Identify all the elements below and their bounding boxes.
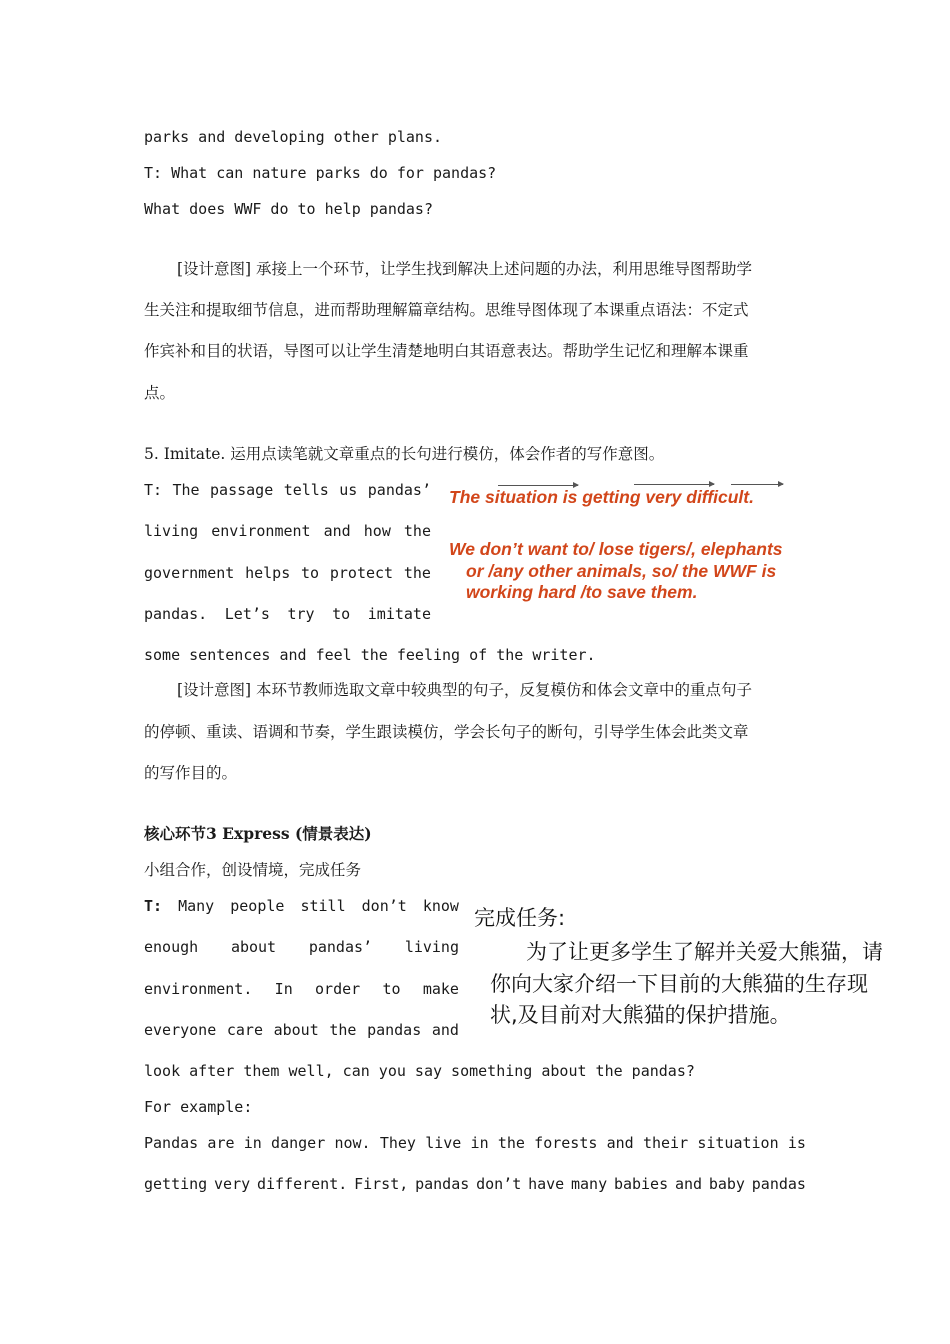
word: tells	[283, 481, 329, 499]
word: to	[301, 564, 320, 582]
task-image	[472, 896, 883, 1027]
text-line	[144, 896, 459, 916]
word: about	[230, 938, 277, 956]
word: the	[497, 1134, 525, 1152]
word: First,	[354, 1175, 409, 1193]
design-intent-line: 点。	[144, 384, 176, 402]
word: living	[144, 522, 199, 540]
word: pandas.	[144, 605, 208, 623]
word: protect	[329, 564, 394, 582]
word: make	[422, 980, 459, 998]
word: about	[273, 1021, 319, 1039]
word: very	[214, 1175, 251, 1193]
word: their	[642, 1134, 689, 1152]
word: pandas	[367, 1021, 422, 1039]
word: babies	[613, 1175, 669, 1193]
design-intent-line: [设计意图] 承接上一个环节，让学生找到解决上述问题的办法，利用思维导图帮助学	[177, 260, 753, 278]
word: different.	[256, 1175, 348, 1193]
word: many	[571, 1175, 608, 1193]
word: have	[528, 1175, 565, 1193]
word: Let’s	[224, 605, 270, 623]
word: passage	[210, 481, 274, 499]
word: the	[403, 522, 431, 540]
section-heading: 核心环节3 Express (情景表达)	[144, 824, 372, 843]
word: pandas’	[367, 481, 431, 499]
imitation-sentences-image	[446, 478, 841, 608]
word: don’t	[476, 1175, 522, 1193]
text-line: For example:	[144, 1098, 253, 1116]
example-line	[144, 1174, 806, 1194]
task-title: 完成任务:	[474, 906, 566, 930]
text-line	[144, 1020, 459, 1040]
word: live	[425, 1134, 462, 1152]
word: and	[431, 1021, 459, 1039]
word: care	[226, 1021, 263, 1039]
word: helps	[245, 564, 291, 582]
word: imitate	[367, 605, 431, 623]
task-line: 为了让更多学生了解并关爱大熊猫，请	[526, 940, 883, 964]
word: us	[339, 481, 358, 499]
word: and	[674, 1175, 703, 1193]
imitation-sentence-2: working hard /to save them.	[466, 582, 698, 602]
text-line	[144, 979, 459, 999]
word: environment.	[144, 980, 253, 998]
word: Many	[178, 897, 215, 915]
design-intent-line: 的写作目的。	[144, 764, 238, 782]
word: baby	[708, 1175, 745, 1193]
word: danger	[271, 1134, 326, 1152]
word: They	[379, 1134, 416, 1152]
word: to	[332, 605, 351, 623]
arrow-icon	[498, 485, 578, 486]
text-line	[144, 521, 431, 541]
word: enough	[144, 938, 199, 956]
word: is	[787, 1134, 806, 1152]
word: pandas	[415, 1175, 470, 1193]
word: the	[403, 564, 431, 582]
word: and	[323, 522, 351, 540]
word: try	[287, 605, 315, 623]
arrow-icon	[731, 484, 783, 485]
word: T:	[144, 481, 163, 499]
word: how	[363, 522, 391, 540]
word: everyone	[144, 1021, 217, 1039]
word: don’t	[361, 897, 407, 915]
word: pandas	[751, 1175, 806, 1193]
imitation-sentence-2: We don’t want to/ lose tigers/, elephants	[449, 539, 783, 559]
word: situation	[697, 1134, 779, 1152]
word: in	[243, 1134, 262, 1152]
text-line: What does WWF do to help pandas?	[144, 200, 433, 218]
word: pandas’	[308, 938, 373, 956]
word: order	[315, 980, 361, 998]
word: forests	[534, 1134, 598, 1152]
word: Pandas	[144, 1134, 199, 1152]
imitation-sentence-1: The situation is getting very difficult.	[449, 487, 754, 507]
design-intent-line: 的停顿、重读、语调和节奏，学生跟读模仿，学会长句子的断句，引导学生体会此类文章	[144, 723, 749, 741]
word: the	[329, 1021, 357, 1039]
text-line	[144, 563, 431, 583]
design-intent-line: 作宾补和目的状语，导图可以让学生清楚地明白其语意表达。帮助学生记忆和理解本课重	[144, 342, 749, 360]
example-line	[144, 1133, 806, 1153]
text-line	[144, 480, 431, 500]
word: are	[207, 1134, 235, 1152]
word: T:	[144, 897, 163, 915]
word: In	[274, 980, 293, 998]
design-intent-line: 生关注和提取细节信息，进而帮助理解篇章结构。思维导图体现了本课重点语法：不定式	[144, 301, 749, 319]
task-line: 状,及目前对大熊猫的保护措施。	[490, 1003, 791, 1027]
text-line: some sentences and feel the feeling of the writer.	[144, 646, 596, 664]
word: and	[606, 1134, 634, 1152]
word: living	[404, 938, 459, 956]
text-line: parks and developing other plans.	[144, 128, 443, 146]
imitation-sentence-2: or /any other animals, so/ the WWF is	[466, 561, 777, 581]
word: people	[230, 897, 285, 915]
word: government	[144, 564, 235, 582]
arrow-icon	[634, 484, 714, 485]
text-line: 小组合作，创设情境，完成任务	[144, 861, 362, 879]
word: The	[172, 481, 200, 499]
text-line	[144, 604, 431, 624]
word: in	[470, 1134, 489, 1152]
word: still	[300, 897, 346, 915]
task-line: 你向大家介绍一下目前的大熊猫的生存现	[490, 972, 868, 996]
section-imitate: 5. Imitate. 运用点读笔就文章重点的长句进行模仿，体会作者的写作意图。	[144, 445, 665, 463]
text-line: T: What can nature parks do for pandas?	[144, 164, 497, 182]
word: getting	[144, 1175, 208, 1193]
word: environment	[211, 522, 311, 540]
text-line: look after them well, can you say something about the pandas?	[144, 1062, 695, 1080]
word: know	[422, 897, 459, 915]
word: now.	[334, 1134, 371, 1152]
word: to	[382, 980, 401, 998]
text-line	[144, 937, 459, 957]
design-intent-line: [设计意图] 本环节教师选取文章中较典型的句子，反复模仿和体会文章中的重点句子	[177, 681, 753, 699]
